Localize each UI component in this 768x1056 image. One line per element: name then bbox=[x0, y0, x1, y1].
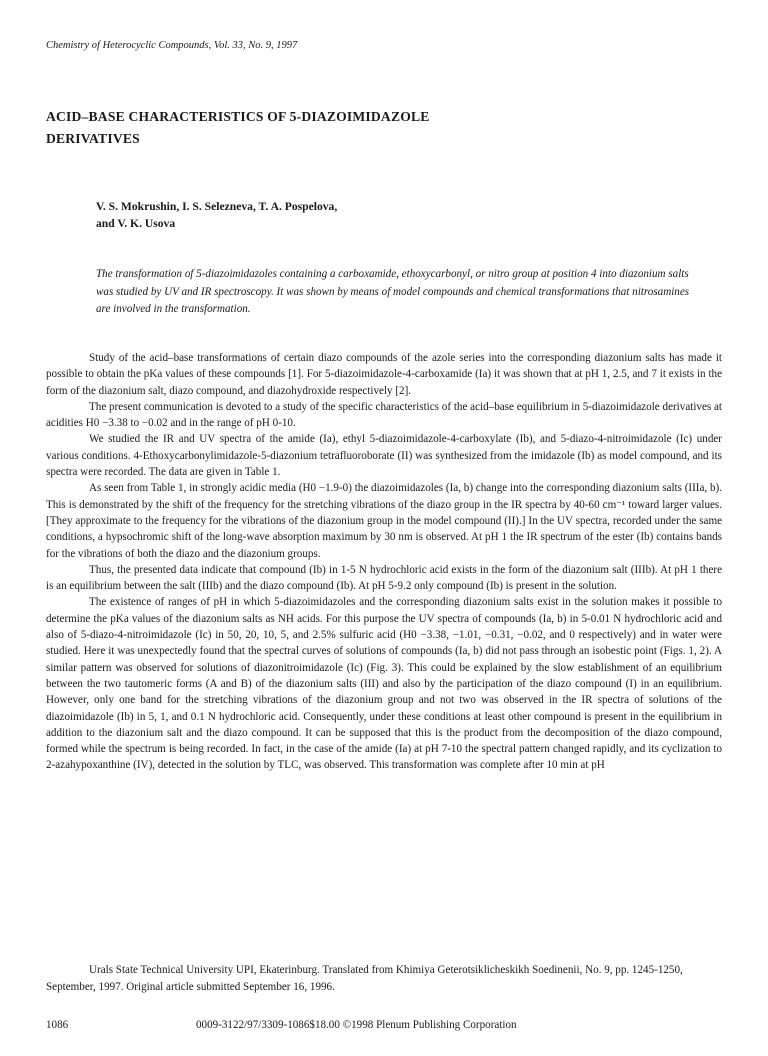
paragraph-6: The existence of ranges of pH in which 5-diazoimidazoles and the corresponding diazonium salts exist in the solution makes it possible to determine the pKa values of the diazonium salts as NH acids. For this purpose the UV spectra of compounds (Ia, b) in 5-0.01 N hydrochloric acid and also of 5-diazo-4-nitroimidazole (Ic) in 50, 20, 10, 5, and 2.5% sulfuric acid (H0 −3.38, −1.01, −0.31, −0.02, and 0 respectively) and in water were studied. Here it was unexpectedly found that the spectral curves of solutions of compounds (Ia, b) did not pass through an isobestic point (Figs. 1, 2). A similar pattern was observed for solutions of diazonitroimidazole (Ic) (Fig. 3). This could be explained by the slow establishment of an equilibrium between the two tautomeric forms (A and B) of the diazonium salts (III) and also by the participation of the diazo compound (I) in an equilibrium. However, only one band for the stretching vibrations of the diazonium group and not two was observed in the IR spectra of solutions of the diazoimidazole (Ib) in 5, 1, and 0.1 N hydrochloric acid. Consequently, under these conditions at least other compound is present in the equilibrium in addition to the diazonium salt and the diazo compound. It can be supposed that this is the product from the decomposition of the diazo compound, formed while the spectrum is being recorded. In fact, in the case of the amide (Ia) at pH 7-10 the spectral pattern changed rapidly, and its cyclization to 2-azahypoxanthine (IV), detected in the solution by TLC, was observed. This transformation was complete after 10 min at pH bbox=[46, 596, 722, 772]
paragraph-4: As seen from Table 1, in strongly acidic media (H0 −1.9-0) the diazoimidazoles (Ia, b) change into the corresponding diazonium salts (IIIa, b). This is demonstrated by the shift of the frequency for the stretching vibrations of the diazo group in the IR spectra by 40-60 cm⁻¹ toward larger values. [They approximate to the frequency for the vibrations of the diazonium group in the model compound (II).] In the UV spectra, recorded under the same conditions, a hypsochromic shift of the long-wave absorption maximum by 30 nm is observed. At pH 1 the IR spectrum of the ester (Ib) contains bands for the vibrations of both the diazo and the diazonium groups. bbox=[46, 482, 722, 560]
paragraph-3: We studied the IR and UV spectra of the amide (Ia), ethyl 5-diazoimidazole-4-carboxylate (Ib), and 5-diazo-4-nitroimidazole (Ic) under various conditions. 4-Ethoxycarbonylimidazole-5-diazonium tetrafluoroborate (II) was synthesized from the imidazole (Ib) as model compound, and its spectra were recorded. The data are given in Table 1. bbox=[46, 433, 722, 479]
paragraph-1: Study of the acid–base transformations of certain diazo compounds of the azole series into the corresponding diazonium salts has made it possible to obtain the pKa values of these compounds [1]. For 5-diazoimidazole-4-carboxamide (Ia) it was shown that at pH 1, 2.5, and 7 it exists in the form of the diazonium salt, diazo compound, and diazohydroxide respectively [2]. bbox=[46, 352, 722, 397]
affiliation-footnote bbox=[46, 962, 722, 996]
article-title: ACID–BASE CHARACTERISTICS OF 5-DIAZOIMIDAZOLE DERIVATIVES bbox=[46, 109, 430, 146]
authors-line-2: and V. K. Usova bbox=[96, 217, 176, 230]
article-body bbox=[46, 350, 722, 774]
paragraph-5: Thus, the presented data indicate that compound (Ib) in 1-5 N hydrochloric acid exists in the form of the diazonium salt (IIIb). At pH 1 there is an equilibrium between the salt (IIIb) and the diazo compound (Ib). At pH 5-9.2 only compound (Ib) is present in the solution. bbox=[46, 563, 722, 593]
paragraph-2: The present communication is devoted to a study of the specific characteristics of the acid–base equilibrium in 5-diazoimidazole derivatives at acidities H0 −3.38 to −0.02 and in the range of pH 0-10. bbox=[46, 400, 722, 430]
abstract: The transformation of 5-diazoimidazoles containing a carboxamide, ethoxycarbonyl, or nitro group at position 4 into diazonium salts was studied by UV and IR spectroscopy. It was shown by means of model compounds and chemical transformations that nitrosamines are involved in the transformation. bbox=[96, 268, 690, 315]
authors-line-1: V. S. Mokrushin, I. S. Selezneva, T. A. Pospelova, bbox=[96, 200, 338, 213]
footnote-text: Urals State Technical University UPI, Ekaterinburg. Translated from Khimiya Geterotsiklicheskikh Soedinenii, No. 9, pp. 1245-1250, September, 1997. Original article submitted September 16, 1996. bbox=[46, 964, 683, 993]
copyright-line: 0009-3122/97/3309-1086$18.00 ©1998 Plenum Publishing Corporation bbox=[196, 1019, 517, 1031]
page-number: 1086 bbox=[46, 1019, 69, 1031]
journal-header: Chemistry of Heterocyclic Compounds, Vol. 33, No. 9, 1997 bbox=[46, 40, 298, 51]
authors bbox=[96, 198, 516, 232]
